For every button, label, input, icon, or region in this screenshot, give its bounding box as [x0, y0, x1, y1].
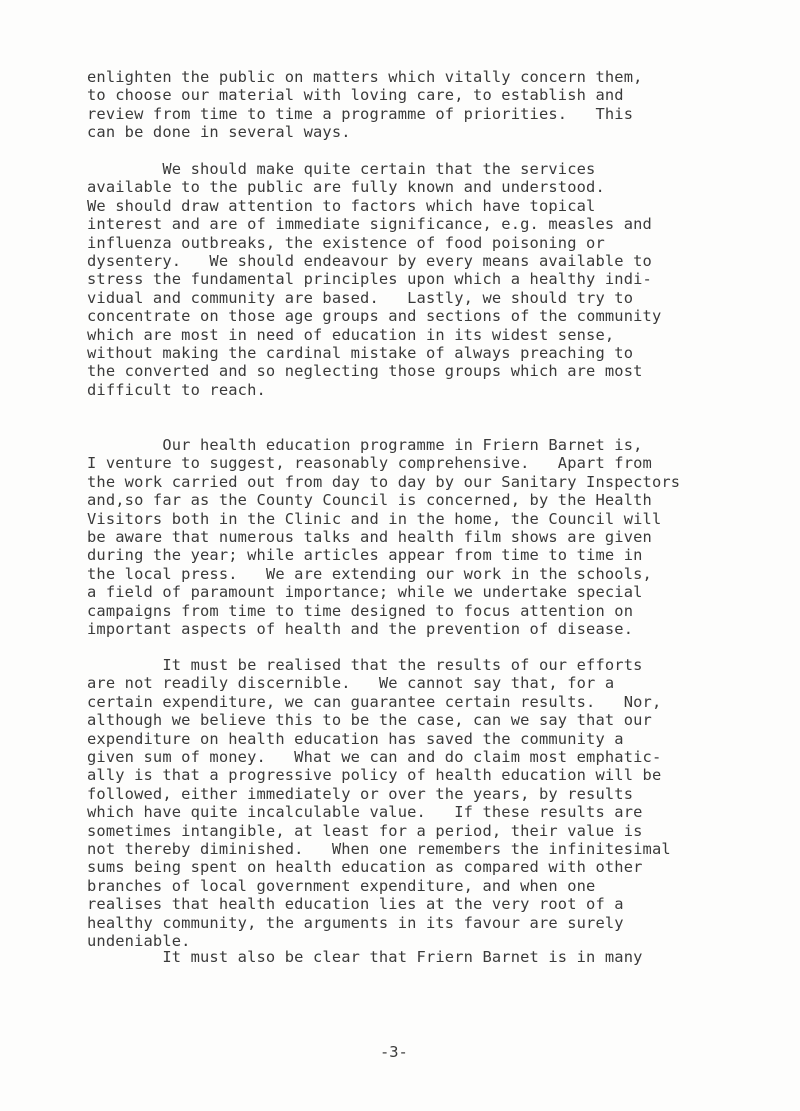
paragraph-services-available: We should make quite certain that the services available to the public are fully known and understood. We should draw attention to factors which have topical interest and are of immediate significance, e.g. measles and influenza outbreaks, the existence of food poisoning or dysentery. We should endeavour by every means available to stress the fundamental principles upon which a healthy indi- vidual and community are based. Lastly, we should try to concentrate on those age groups and sections of the community which are most in need of education in its widest sense, without making the cardinal mistake of always preaching to the converted and so neglecting those groups which are most difficult to reach. — [87, 160, 662, 399]
paragraph-health-education-programme: Our health education programme in Friern Barnet is, I venture to suggest, reasonably comprehensive. Apart from the work carried out from day to day by our Sanitary Inspectors and,so far as the County Council is concerned, by the Health Visitors both in the Clinic and in the home, the Council will be aware that numerous talks and health film shows are given during the year; while articles appear from time to time in the local press. We are extending our work in the schools, a field of paramount importance; while we undertake special campaigns from time to time designed to focus attention on important aspects of health and the prevention of disease. — [87, 436, 681, 639]
paragraph-friern-barnet: It must also be clear that Friern Barnet is in many — [87, 948, 643, 966]
page-number: -3- — [380, 1043, 408, 1061]
paragraph-results-of-efforts: It must be realised that the results of our efforts are not readily discernible. We cannot say that, for a certain expenditure, we can guarantee certain results. Nor, although we believe this to be the case, can we say that our expenditure on health education has saved the community a given sum of money. What we can and do claim most emphatic- ally is that a progressive policy of health education will be followed, either immediately or over the years, by results which have quite incalculable value. If these results are sometimes intangible, at least for a period, their value is not thereby diminished. When one remembers the infinitesimal sums being spent on health education as compared with other branches of local government expenditure, and when one realises that health education lies at the very root of a healthy community, the arguments in its favour are surely undeniable. — [87, 656, 671, 951]
paragraph-continuation: enlighten the public on matters which vitally concern them, to choose our material with loving care, to establish and review from time to time a programme of priorities. This can be done in several ways. — [87, 68, 643, 142]
